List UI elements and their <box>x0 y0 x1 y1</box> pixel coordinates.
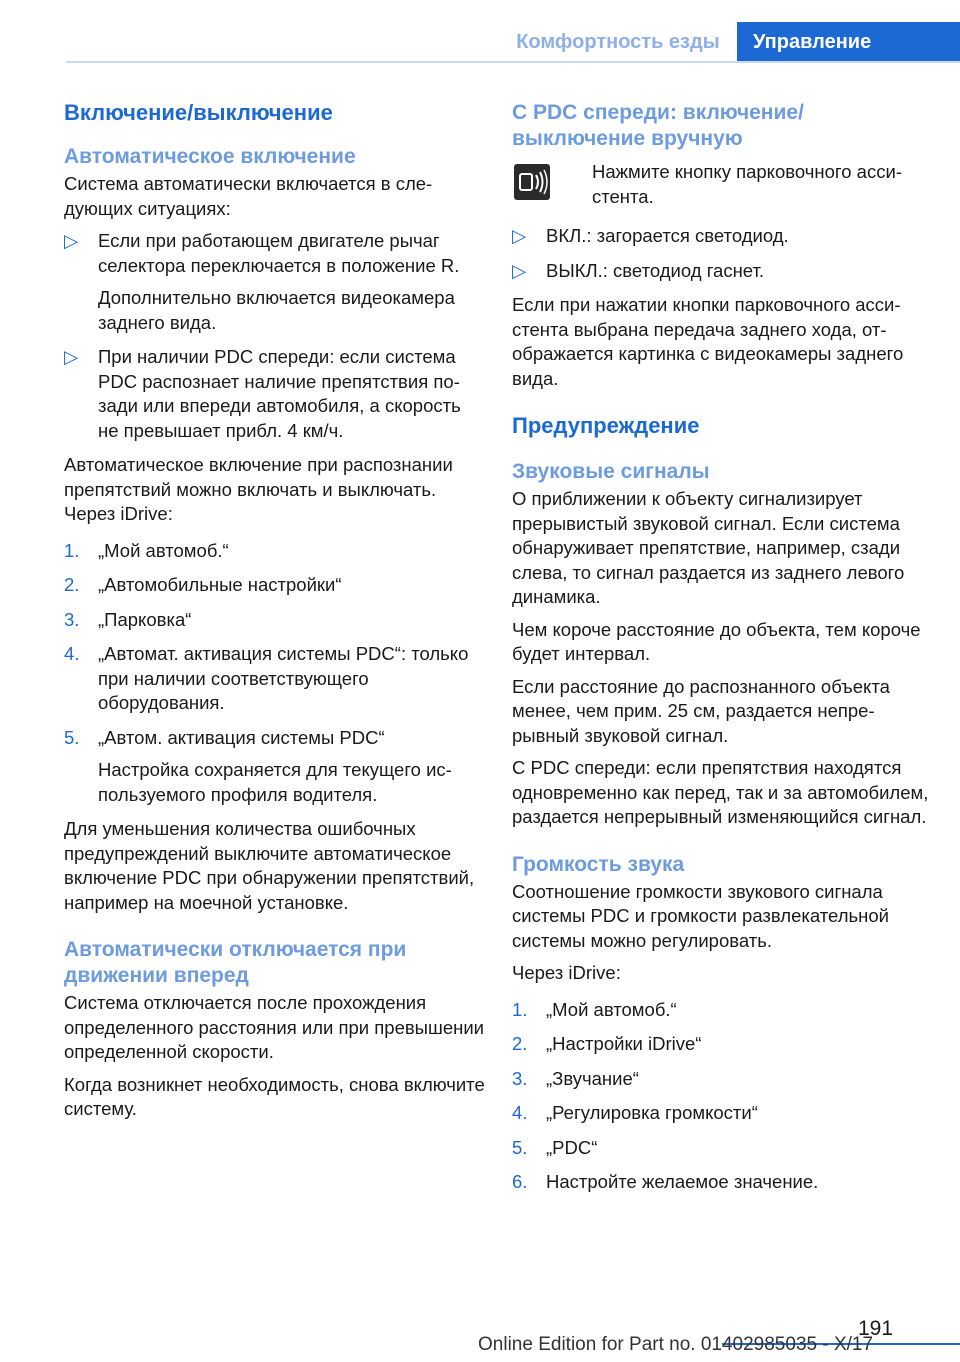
step-text: „Мой автомоб.“ <box>98 539 229 561</box>
step-item <box>64 642 486 716</box>
step-text: „Мой автомоб.“ <box>546 998 677 1020</box>
paragraph-auto-on: Система автоматически включается в следующих ситуациях: <box>64 173 433 219</box>
step-item <box>64 573 486 598</box>
list-item-text: ВКЛ.: загорается светодиод. <box>546 225 789 246</box>
heading-auto-on: Автоматическое включение <box>64 145 356 168</box>
paragraph-auto-off-2: Когда возникнет необходимость, снова включите систему. <box>64 1073 485 1119</box>
paragraph-auto-off-1: Система отключается после прохождения определенного расстояния или при превышении определенной скорости. <box>64 992 484 1062</box>
step-text: „Звучание“ <box>546 1067 639 1089</box>
step-text: „Автомобильные настройки“ <box>98 574 342 595</box>
heading-sound-signals: Звуковые сигналы <box>512 460 710 483</box>
step-text: „Регулировка громкости“ <box>546 1102 758 1123</box>
step-text: „Автом. активация системы PDC“ <box>98 726 385 748</box>
paragraph-sound-1: О приближении к объекту сигнализирует прерывистый звуковой сигнал. Если система обнаруживает препятствие, например, сзади слева, то сигнал раздается из заднего левого динамика. <box>512 488 905 607</box>
footer-edition: Online Edition for Part no. 01402985035 - X/17 <box>478 1334 874 1355</box>
button-instruction <box>512 160 934 210</box>
step-number: 3. <box>512 1067 528 1089</box>
list-item <box>512 224 934 249</box>
bullet-triangle-icon: ▷ <box>512 225 527 246</box>
list-item-text: При наличии PDC спереди: если система PDC распознает наличие препятствия позади или впереди автомобиля, а скорость не превышает прибл. 4 км/ч. <box>98 346 461 441</box>
step-number: 4. <box>512 1102 528 1123</box>
list-item <box>512 259 934 284</box>
step-item <box>512 1032 934 1057</box>
paragraph-reduce-warnings: Для уменьшения количества ошибочных предупреждений выключите автоматическое включение PDC при обнаружении препятствий, например на моечной установке. <box>64 818 475 913</box>
list-item <box>64 345 486 443</box>
paragraph-idrive-intro: Автоматическое включение при распознании препятствий можно включать и выключать. Через iDrive: <box>64 454 453 524</box>
step-number: 5. <box>512 1136 528 1158</box>
left-column <box>64 100 486 1130</box>
step-number: 2. <box>64 574 80 595</box>
list-item-text: Если при работающем двигателе рычаг селектора переключается в положение R. <box>98 230 460 276</box>
paragraph-sound-3: Если расстояние до распознанного объекта менее, чем прим. 25 см, раздается непрерывный звуковой сигнал. <box>512 675 890 746</box>
step-item <box>64 539 486 564</box>
heading-warning: Предупреждение <box>512 413 700 438</box>
heading-manual: С PDC спереди: включение/выключение вручную <box>512 101 804 150</box>
step-subtext: Настройка сохраняется для текущего используемого профиля водителя. <box>98 759 452 805</box>
paragraph-volume: Соотношение громкости звукового сигнала системы PDC и громкости развлекательной системы можно регулировать. <box>512 880 889 951</box>
heading-on-off: Включение/выключение <box>64 100 333 125</box>
step-number: 2. <box>512 1033 528 1054</box>
step-item <box>512 1170 934 1195</box>
right-column <box>512 100 934 1205</box>
header-rule <box>66 61 960 63</box>
step-number: 1. <box>64 539 80 561</box>
park-assist-button-icon <box>514 164 550 200</box>
step-text: „Настройки iDrive“ <box>546 1033 702 1054</box>
step-item <box>512 1136 934 1161</box>
step-number: 6. <box>512 1171 528 1192</box>
chapter-title: Управление <box>737 22 960 62</box>
list-item <box>64 229 486 335</box>
step-number: 5. <box>64 726 80 748</box>
icon-instruction-text: Нажмите кнопку парковочного ассистента. <box>592 161 902 207</box>
step-text: Настройте желаемое значение. <box>546 1171 819 1192</box>
list-item-subtext: Дополнительно включается видеокамера заднего вида. <box>98 287 455 333</box>
step-item <box>512 998 934 1023</box>
step-number: 4. <box>64 643 80 664</box>
section-title: Комфортность езды <box>516 31 720 53</box>
heading-auto-off: Автоматически отключается при движении вперед <box>64 938 407 987</box>
step-text: „PDC“ <box>546 1136 598 1158</box>
step-item <box>64 726 486 808</box>
step-item <box>512 1101 934 1126</box>
step-number: 1. <box>512 998 528 1020</box>
step-text: „Автомат. активация системы PDC“: только при наличии соответствующего оборудования. <box>98 643 469 713</box>
heading-volume: Громкость звука <box>512 852 685 876</box>
step-item <box>64 608 486 633</box>
bullet-triangle-icon: ▷ <box>512 259 527 281</box>
bullet-triangle-icon: ▷ <box>64 230 79 251</box>
page-number: 191 <box>858 1317 894 1340</box>
list-item-text: ВЫКЛ.: светодиод гаснет. <box>546 259 765 281</box>
paragraph-sound-2: Чем короче расстояние до объекта, тем короче будет интервал. <box>512 618 921 664</box>
page-header <box>0 0 960 62</box>
bullet-triangle-icon: ▷ <box>64 346 79 367</box>
paragraph-reverse-camera: Если при нажатии кнопки парковочного ассистента выбрана передача заднего хода, отображается картинка с видеокамеры заднего вида. <box>512 294 904 389</box>
paragraph-sound-4: С PDC спереди: если препятствия находятся одновременно как перед, так и за автомобилем, раздается непрерывный изменяющийся сигнал. <box>512 757 929 827</box>
step-text: „Парковка“ <box>98 608 192 630</box>
paragraph-via-idrive: Через iDrive: <box>512 962 621 983</box>
step-number: 3. <box>64 608 80 630</box>
step-item <box>512 1067 934 1092</box>
